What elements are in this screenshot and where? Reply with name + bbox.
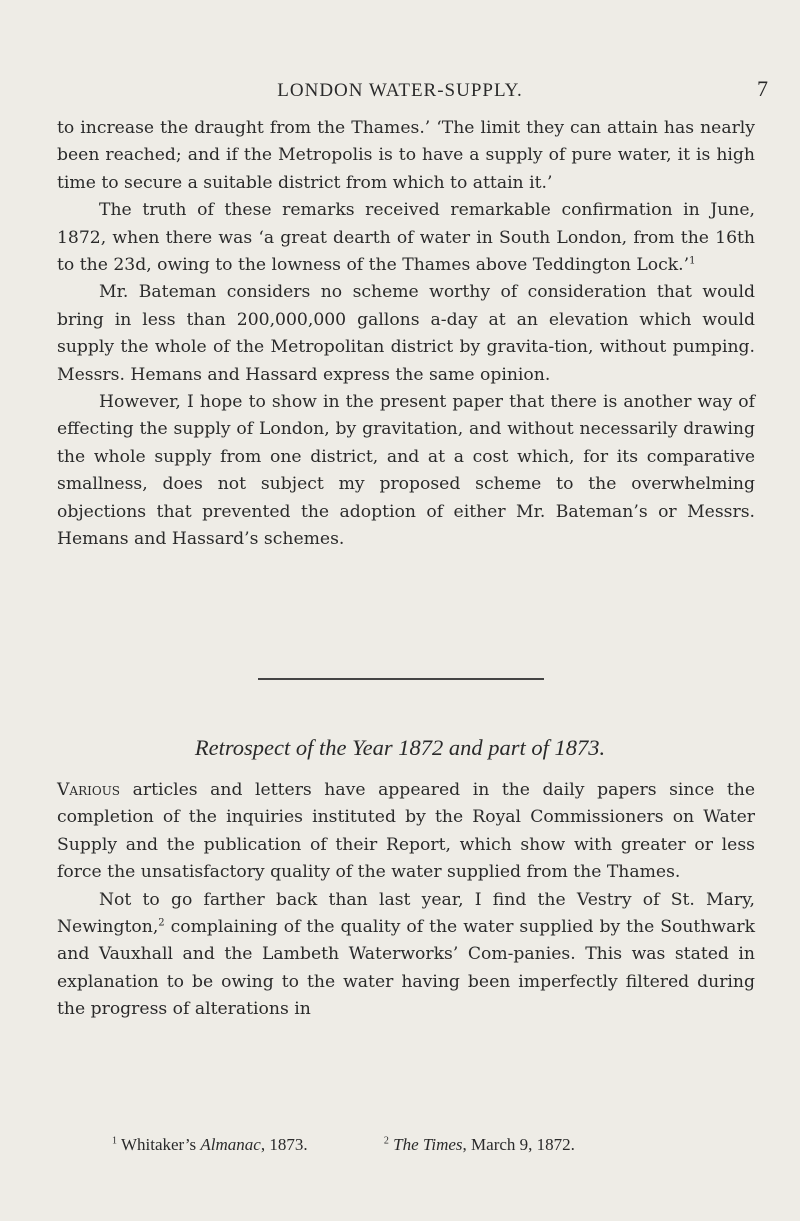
running-header: LONDON WATER-SUPPLY.	[277, 80, 523, 101]
paragraph-text: articles and letters have appeared in the daily papers since the completion of the inquiries instituted by the Royal Commissioners on Water Supply and the publication of their Report, which show with greater or less force the unsatisfactory quality of the water supplied from the Thames.	[57, 780, 755, 883]
footnote-2	[384, 1135, 575, 1155]
footnote-title: The Times	[393, 1135, 463, 1154]
paragraph-text: Not to go farther back than last year, I find the Vestry of St. Mary, Newington,	[57, 889, 755, 938]
paragraph	[57, 777, 755, 887]
paragraph	[57, 197, 755, 279]
paragraph: However, I hope to show in the present paper that there is another way of effecting the supply of London, by gravitation, and without necessarily drawing the whole supply from one district, and at a cost which, for its comparative smallness, does not subject my proposed scheme to the overwhelming objections that prevented the adoption of either Mr. Bateman’s or Messrs. Hemans and Hassard’s schemes.	[57, 392, 755, 550]
footnote-text: , 1873.	[260, 1135, 308, 1154]
paragraph: Mr. Bateman considers no scheme worthy of consideration that would bring in less than 200,000,000 gallons a-day at an elevation which would supply the whole of the Metropolitan district by gravita-tion, without pumping. Messrs. Hemans and Hassard express the same opinion.	[57, 282, 755, 385]
paragraph-text: complaining of the quality of the water supplied by the Southwark and Vauxhall and the Lambeth Waterworks’ Com-panies. This was stated in explanation to be owing to the water having been imperfectly filtered during the progress of alterations in	[57, 917, 755, 1020]
footnote-marker: 1	[689, 255, 696, 267]
section-heading: Retrospect of the Year 1872 and part of 1873.	[194, 735, 606, 760]
page-number: 7	[757, 76, 768, 101]
footnotes	[112, 1135, 772, 1155]
lead-word: Various	[57, 780, 121, 800]
paragraph: to increase the draught from the Thames.’ ‘The limit they can attain has nearly been reached; and if the Metropolis is to have a supply of pure water, it is high time to secure a suitable district from which to attain it.’	[57, 118, 755, 193]
footnote-text: , March 9, 1872.	[462, 1135, 575, 1154]
footnote-text: Whitaker’s	[120, 1135, 201, 1154]
footnote-marker: 2	[158, 917, 165, 929]
footnote-mark: 1	[112, 1135, 117, 1147]
section-divider	[258, 678, 544, 680]
paragraph	[57, 887, 755, 1024]
footnote-title: Almanac	[200, 1135, 261, 1154]
footnote-mark: 2	[383, 1135, 389, 1147]
footnote-1	[112, 1135, 308, 1155]
paragraph-text: The truth of these remarks received remarkable confirmation in June, 1872, when there was ‘a great dearth of water in South London, from the 16th to the 23d, owing to the lowness of the Thames above Teddington Lock.’	[57, 200, 755, 276]
text-block-bottom	[57, 777, 755, 1024]
text-block-top	[57, 115, 755, 554]
